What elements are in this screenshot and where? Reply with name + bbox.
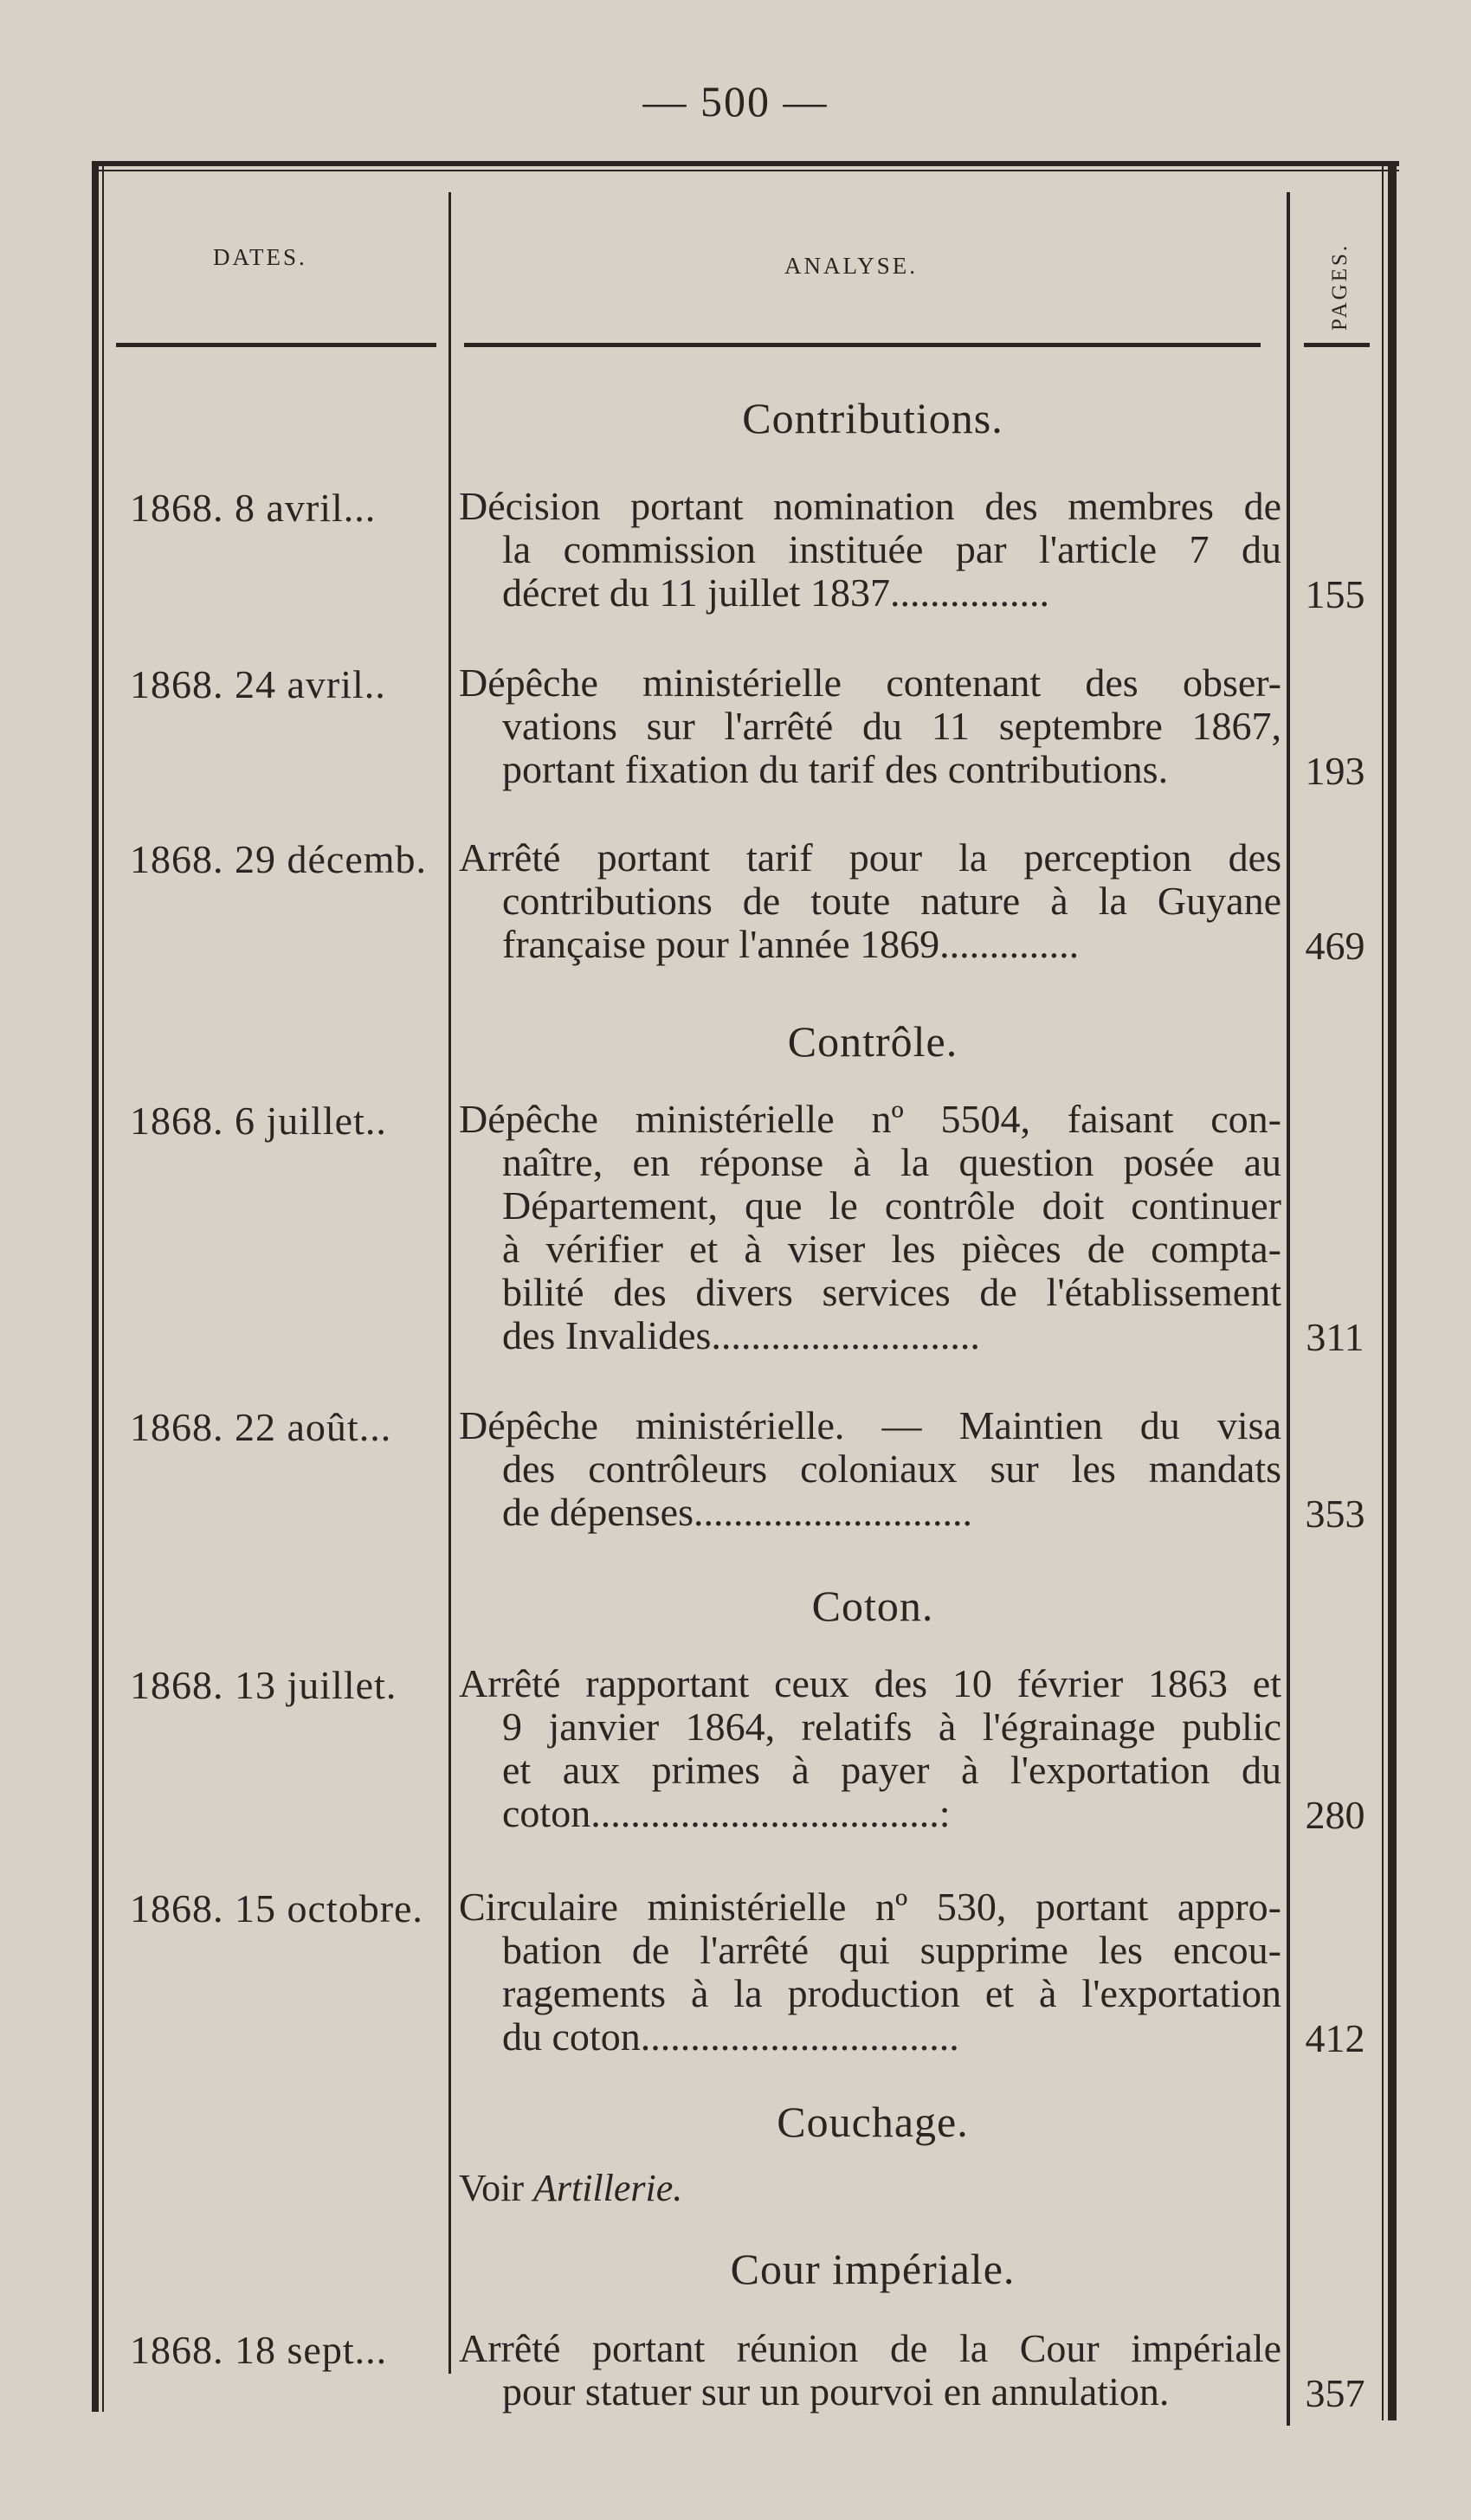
analysis-line: Arrêté portant réunion de la Cour impériale [459, 2326, 1281, 2370]
entry-analysis [459, 836, 1281, 966]
analysis-line: vations sur l'arrêté du 11 septembre 1867, [502, 704, 1281, 748]
entry-page: 469 [1305, 924, 1365, 968]
entry-date: 1868. 6 juillet.. [130, 1099, 387, 1143]
analysis-line: Circulaire ministérielle nº 530, portant appro- [459, 1885, 1281, 1929]
table-left-border [92, 161, 99, 2412]
analysis-line: des Invalides........................... [502, 1313, 980, 1357]
column-divider-dates [448, 192, 451, 2374]
entry-page: 311 [1306, 1315, 1365, 1359]
entry-page: 280 [1305, 1793, 1365, 1837]
table-right-border-thin [1382, 161, 1384, 2420]
cross-reference-target: Artillerie. [532, 2167, 683, 2209]
analysis-line: Dépêche ministérielle. — Maintien du visa [459, 1403, 1281, 1447]
column-divider-pages [1287, 192, 1290, 2426]
section-title: Couchage. [777, 2098, 969, 2146]
entry-date: 1868. 18 sept... [130, 2328, 388, 2372]
section-title: Coton. [811, 1582, 934, 1630]
header-dates: DATES. [213, 244, 307, 270]
entry-date: 1868. 29 décemb. [130, 837, 428, 881]
section-title: Contrôle. [787, 1017, 958, 1066]
table-right-border [1388, 161, 1397, 2420]
entry-date: 1868. 8 avril... [130, 486, 377, 530]
entry-analysis [459, 661, 1281, 791]
entry-analysis [459, 2327, 1281, 2414]
entry-date: 1868. 13 juillet. [130, 1663, 397, 1707]
section-title: Contributions. [742, 394, 1003, 442]
page-number: — 500 — [642, 77, 829, 126]
analysis-line: contributions de toute nature à la Guyane [502, 879, 1281, 923]
analysis-line: Dépêche ministérielle contenant des obser- [459, 661, 1281, 705]
analysis-line: Arrêté portant tarif pour la perception des [459, 835, 1281, 880]
header-rule-dates [116, 343, 436, 347]
table-top-rule-thin [92, 170, 1399, 171]
analysis-line: Dépêche ministérielle nº 5504, faisant con- [459, 1097, 1281, 1141]
entry-analysis [459, 1885, 1281, 2059]
entry-page: 412 [1305, 2016, 1365, 2060]
analysis-line: bilité des divers services de l'établissement [502, 1270, 1281, 1314]
analysis-line: à vérifier et à viser les pièces de compta- [502, 1227, 1281, 1271]
index-table [92, 161, 1399, 2429]
analysis-line: pour statuer sur un pourvoi en annulation. [502, 2369, 1170, 2414]
analysis-line: française pour l'année 1869.............. [502, 922, 1080, 966]
analysis-line: et aux primes à payer à l'exportation du [502, 1748, 1281, 1792]
analysis-line: de dépenses............................ [502, 1490, 972, 1534]
entry-analysis [459, 485, 1281, 615]
analysis-line: Département, que le contrôle doit continuer [502, 1183, 1281, 1228]
entry-date: 1868. 24 avril.. [130, 662, 386, 706]
analysis-line: naître, en réponse à la question posée au [502, 1140, 1281, 1184]
analysis-line: des contrôleurs coloniaux sur les mandats [502, 1447, 1281, 1491]
cross-reference [459, 2166, 682, 2210]
entry-page: 155 [1305, 572, 1365, 616]
analysis-line: bation de l'arrêté qui supprime les encou- [502, 1928, 1281, 1972]
section-title: Cour impériale. [730, 2245, 1016, 2293]
table-top-rule [92, 161, 1399, 166]
cross-reference-prefix: Voir [459, 2167, 524, 2209]
entry-analysis [459, 1662, 1281, 1835]
analysis-line: Décision portant nomination des membres de [459, 484, 1281, 528]
analysis-line: Arrêté rapportant ceux des 10 février 1863 et [459, 1661, 1281, 1705]
analysis-line: la commission instituée par l'article 7 du [502, 527, 1281, 571]
analysis-line: coton...................................: [502, 1791, 951, 1835]
analysis-line: 9 janvier 1864, relatifs à l'égrainage public [502, 1705, 1281, 1749]
header-pages: PAGES. [1328, 242, 1352, 331]
entry-page: 353 [1305, 1492, 1365, 1536]
analysis-line: du coton................................ [502, 2014, 959, 2059]
analysis-line: ragements à la production et à l'exportation [502, 1971, 1281, 2015]
analysis-line: décret du 11 juillet 1837................ [502, 570, 1049, 615]
analysis-line: portant fixation du tarif des contributions. [502, 747, 1169, 791]
header-analyse: ANALYSE. [784, 253, 919, 279]
entry-analysis [459, 1404, 1281, 1534]
table-left-border-thin [102, 161, 104, 2412]
entry-page: 357 [1305, 2371, 1365, 2415]
header-rule-pages [1304, 343, 1370, 347]
entry-analysis [459, 1098, 1281, 1357]
entry-page: 193 [1305, 749, 1365, 793]
header-rule-analyse [464, 343, 1261, 347]
entry-date: 1868. 15 octobre. [130, 1886, 423, 1930]
entry-date: 1868. 22 août... [130, 1405, 392, 1449]
